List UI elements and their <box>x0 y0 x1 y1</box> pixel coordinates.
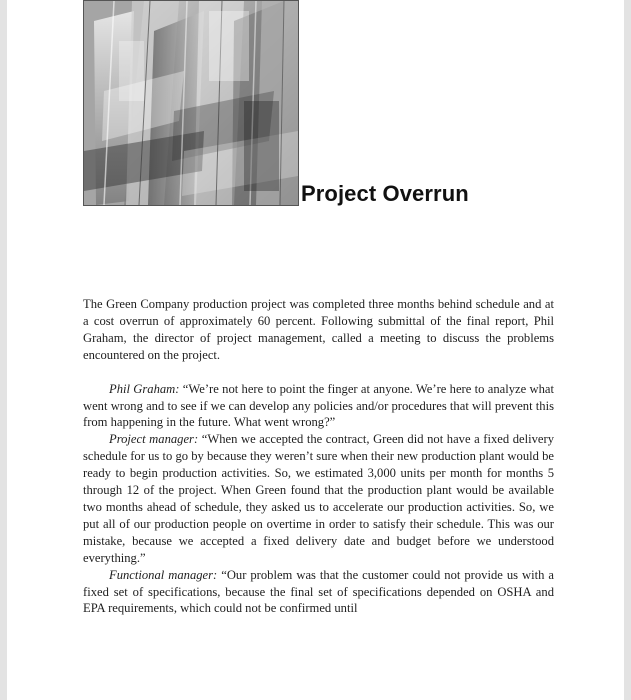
page-margin-left <box>0 0 7 700</box>
dialogue-text: “We’re not here to point the finger at anyone. We’re here to analyze what went wrong and to see if we can develop any policies and/or procedures that will prevent this from happening in the future. What went wrong?” <box>83 381 555 430</box>
dialogue-paragraph <box>83 567 554 618</box>
chapter-title: Project Overrun <box>301 181 469 206</box>
chapter-body <box>83 296 554 617</box>
speaker-name: Functional manager: <box>109 567 218 582</box>
intro-paragraph: The Green Company production project was completed three months behind schedule and at a cost overrun of approximately 60 percent. Following submittal of the final report, Phil Graham, the director of project management, called a meeting to discuss the problems encountered on the project. <box>83 297 554 362</box>
speaker-name: Phil Graham: <box>109 381 180 396</box>
book-page <box>7 0 624 700</box>
speaker-name: Project manager: <box>109 432 199 447</box>
dialogue-paragraph <box>83 431 554 566</box>
dialogue-text: “Our problem was that the customer could not provide us with a fixed set of specifications, because the final set of specifications depended on OSHA and EPA requirements, which could not be confirmed until <box>83 567 554 616</box>
page-margin-right <box>624 0 631 700</box>
dialogue-paragraph <box>83 381 554 432</box>
dialogue-text: “When we accepted the contract, Green did not have a fixed delivery schedule for us to go by because they weren’t sure when their new production plant would be ready to begin production activities. So, we estimated 3,000 units per month for months 5 through 12 of the project. When Green found that the production plant would be available two months ahead of schedule, they asked us to accelerate our production activities. So, we put all of our production people on overtime in order to satisfy their schedule. This was our mistake, because we accepted a fixed delivery date and budget before we understood everything.” <box>83 432 554 565</box>
chapter-opener-image <box>83 0 299 206</box>
